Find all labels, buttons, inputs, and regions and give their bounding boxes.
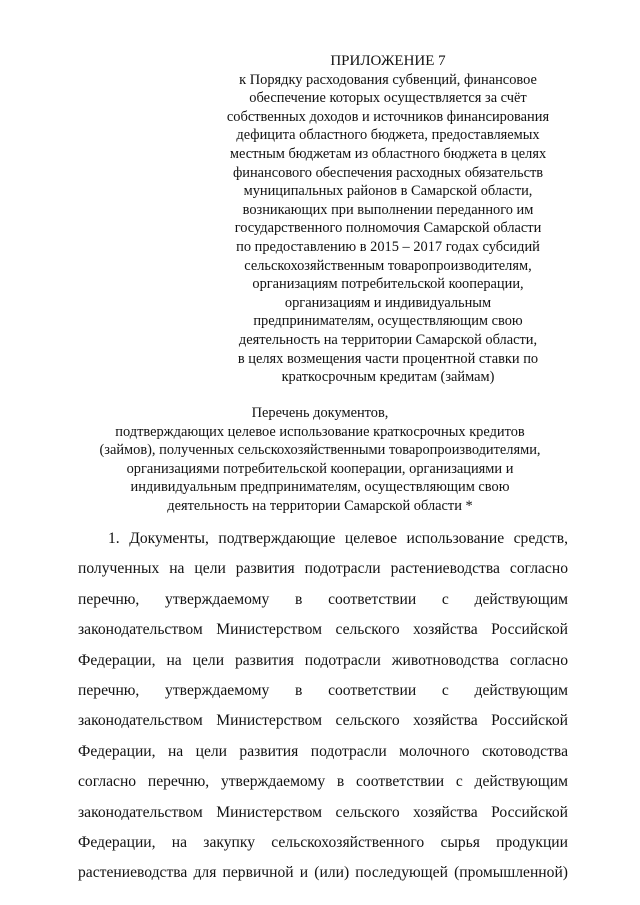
title-line: (займов), полученных сельскохозяйственными товаропроизводителями, bbox=[99, 442, 541, 459]
document-title bbox=[60, 404, 580, 516]
appendix-line: собственных доходов и источников финансирования bbox=[226, 108, 550, 125]
appendix-header bbox=[218, 52, 558, 387]
title-line: подтверждающих целевое использование краткосрочных кредитов bbox=[115, 423, 525, 440]
appendix-line: краткосрочным кредитам (займам) bbox=[281, 369, 495, 386]
appendix-line: в целях возмещения части процентной ставки по bbox=[237, 350, 539, 367]
body-line: перечню, утверждаемому в соответствии с действующим bbox=[78, 681, 568, 699]
appendix-line: по предоставлению в 2015 – 2017 годах субсидий bbox=[236, 238, 540, 255]
appendix-line: организациям и индивидуальным bbox=[284, 294, 492, 311]
body-line: согласно перечню, утверждаемому в соответствии с действующим bbox=[78, 773, 568, 791]
body-line: законодательством Министерством сельского хозяйства Российской bbox=[78, 803, 568, 821]
appendix-heading: ПРИЛОЖЕНИЕ 7 bbox=[330, 53, 446, 69]
appendix-line: сельскохозяйственным товаропроизводителям, bbox=[244, 257, 532, 274]
appendix-line: к Порядку расходования субвенций, финансовое bbox=[239, 71, 537, 88]
appendix-line: обеспечение которых осуществляется за счёт bbox=[249, 90, 527, 107]
body-line: полученных на цели развития подотрасли растениеводства согласно bbox=[78, 560, 568, 578]
title-line: организациями потребительской кооперации, организациями и bbox=[126, 460, 514, 477]
body-line: Федерации, на цели развития подотрасли молочного скотоводства bbox=[78, 742, 568, 760]
appendix-line: местным бюджетам из областного бюджета в целях bbox=[229, 145, 547, 162]
appendix-line: государственного полномочия Самарской области bbox=[234, 220, 542, 237]
body-line: перечню, утверждаемому в соответствии с действующим bbox=[78, 590, 568, 608]
appendix-line: организациям потребительской кооперации, bbox=[252, 276, 524, 293]
appendix-line: возникающих при выполнении переданного им bbox=[242, 201, 534, 218]
appendix-line: деятельность на территории Самарской области, bbox=[238, 331, 538, 348]
body-line: законодательством Министерством сельского хозяйства Российской bbox=[78, 712, 568, 730]
body-line: 1. Документы, подтверждающие целевое использование средств, bbox=[108, 530, 568, 547]
body-line: Федерации, на цели развития подотрасли животноводства согласно bbox=[78, 651, 568, 669]
appendix-line: муниципальных районов в Самарской области, bbox=[243, 183, 533, 200]
appendix-line: предпринимателям, осуществляющим свою bbox=[253, 313, 523, 330]
appendix-line: дефицита областного бюджета, предоставляемых bbox=[236, 127, 540, 144]
body-line: законодательством Министерством сельского хозяйства Российской bbox=[78, 621, 568, 639]
title-line: Перечень документов, bbox=[251, 405, 389, 421]
appendix-line: финансового обеспечения расходных обязательств bbox=[232, 164, 544, 181]
title-line: деятельность на территории Самарской области * bbox=[167, 497, 473, 514]
body-paragraph bbox=[78, 524, 568, 889]
body-line: растениеводства для первичной и (или) последующей (промышленной) bbox=[78, 864, 568, 882]
title-line: индивидуальным предпринимателям, осуществляющим свою bbox=[130, 479, 510, 496]
body-line: Федерации, на закупку сельскохозяйственного сырья продукции bbox=[78, 833, 568, 851]
